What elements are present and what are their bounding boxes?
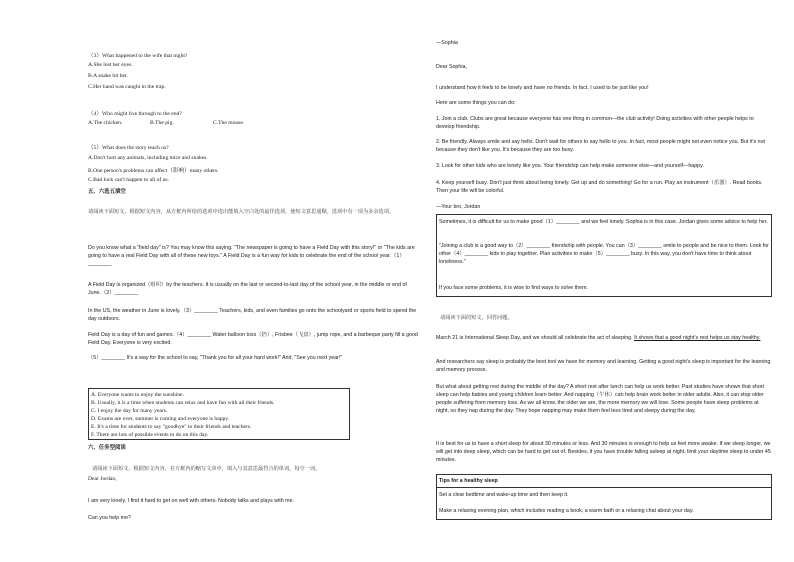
tips-divider xyxy=(437,487,771,488)
option: C.Her hand was caught in the trap. xyxy=(88,84,166,90)
reply-paragraph: 3. Look for other kids who are lonely like you. Your friendship can help make someone else—and yourself—happy. xyxy=(436,163,704,169)
reply-paragraph: 2. Be friendly. Always smile and say hello. Don't wait for others to say hello to you. In fact, most people might not even notice you. But it's not because they don't like you. It's because they are too busy. xyxy=(436,139,766,153)
passage-paragraph: Field Day is a day of fun and games.（4）________ Water balloon toss（扔）, Frisbee（飞盘）, jump rope, and a barbeque party fill a good Field Day. Everyone is very excited. xyxy=(88,332,418,346)
option: B.The pig. xyxy=(150,120,174,126)
letter-greeting: Dear Jordan, xyxy=(88,476,117,482)
option: B.One person's problems can affect（影响）many others. xyxy=(88,168,219,174)
choice-option: B. Usually, it is a time when students can relax and have fun with all their friends. xyxy=(91,400,275,406)
sleep-paragraph: But what about getting rest during the middle of the day? A short rest after lunch can help us work better. Past studies have shown that short sleep can help babies and young children learn better. And napping（午休）can help brain work better in older adults. Also, it can stop older people suffering from memory loss. As we all know, the older we are, the more memory we will lose. Some people have sleep problems at night, so they nap during the day. They hope napping may make them feel less tired and sleepy during the day. xyxy=(436,384,765,414)
option: C.Bad luck can't happen to all of us. xyxy=(88,177,170,183)
summary-box xyxy=(436,214,772,297)
letter-signature: —Sophia xyxy=(436,40,458,46)
summary-paragraph: Sometimes, it is difficult for us to make good（1）________ and we feel lonely. Sophia is in this case. Jordan gives some advice to help her. xyxy=(439,219,768,225)
question-4: （4）Who might live through to the end? xyxy=(88,111,182,117)
option: A.She lost her eyes. xyxy=(88,62,133,68)
option: A.The chicken. xyxy=(88,120,123,126)
choice-option: E. It's a time for students to say "goodbye" to their friends and teachers. xyxy=(91,424,252,430)
choice-option: A. Everyone wants to enjoy the sunshine. xyxy=(91,392,184,398)
sleep-paragraph: And researchers say sleep is probably the best tool we have for memory and learning. Getting a good night's sleep is important for the learning and memory process. xyxy=(436,359,771,373)
sleep-intro-text: March 21 is International Sleep Day, and we should all celebrate the act of sleeping. xyxy=(436,335,633,341)
section-five-instruction: 请阅读下面短文，根据短文内容，从方框内所给的选项中选出能填入空白处的最佳选项，使短文意思通顺。选项中有一项为多余选项。 xyxy=(88,209,395,215)
section-seven-instruction: 请阅读下面的短文，回答问题。 xyxy=(440,315,513,321)
reply-greeting: Dear Sophia, xyxy=(436,64,467,70)
option: B.A snake bit her. xyxy=(88,73,128,79)
summary-paragraph: If you face some problems, it is wise to find ways to solve them. xyxy=(439,285,588,291)
passage-paragraph: In the US, the weather in June is lovely.（3）________ Teachers, kids, and even families go onto the schoolyard or sports field to spend the day outdoors. xyxy=(88,308,417,322)
question-3: （3）What happened to the wife that night? xyxy=(88,53,188,59)
reply-paragraph: 1. Join a club. Clubs are great because everyone has one thing in common—the club activity! Doing activities with other people helps to develop friendship. xyxy=(436,116,754,130)
underlined-sentence: It shows that a good night's rest helps us stay healthy. xyxy=(634,335,761,341)
choice-option: F. There are lots of possible events to do on this day. xyxy=(91,432,209,438)
option: C.The mouse. xyxy=(213,120,245,126)
question-5: （5）What does the story teach us? xyxy=(88,145,169,151)
section-six-title: 六、任务型阅读 xyxy=(88,445,126,451)
sleep-paragraph xyxy=(436,334,772,342)
tip-item: Make a relaxing evening plan, which includes reading a book, a warm bath or a relaxing chat about your day. xyxy=(439,508,694,514)
reply-paragraph: I understand how it feels to be lonely and have no friends. In fact, I used to be just like you! xyxy=(436,85,649,91)
sleep-paragraph: It is best for us to have a short sleep for about 30 minutes or less. And 30 minutes is enough to help us feel more awake. If we sleep longer, we will get into deep sleep, which can be hard to get out of. Besides, if you have trouble falling asleep at night, limit your daytime sleep to under 45 minutes. xyxy=(436,441,771,463)
tip-item: Set a clear bedtime and wake-up time and then keep it. xyxy=(439,492,569,498)
reply-paragraph: Here are some things you can do: xyxy=(436,100,516,106)
reply-paragraph: 4. Keep yourself busy. Don't just think about being lonely. Get up and do something! Go for a run. Play an instrument（乐器）. Read books. Then your life will be colorful. xyxy=(436,180,763,194)
passage-paragraph: A Field Day is organized（组织）by the teachers. It is usually on the last or second-to-last day of the school year, in the middle or end of June.（2）________ xyxy=(88,282,407,296)
tips-box xyxy=(436,474,772,520)
passage-paragraph: （5）________ It's a way for the school to say, "Thank you for all your hard work!" And, "See you next year!" xyxy=(88,355,343,361)
choice-option: D. Exams are over, summer is coming and everyone is happy. xyxy=(91,416,230,422)
letter-body: Can you help me? xyxy=(88,515,131,521)
choices-box xyxy=(88,388,350,440)
section-five-title: 五、六选五填空 xyxy=(88,189,126,195)
reply-signoff: —Your bro, Jordan xyxy=(436,204,481,210)
section-six-instruction: 请阅读下面短文，根据短文内容，在方框内的缩写文章中，填入与其意思最符合的单词。每空一词。 xyxy=(92,466,321,472)
letter-body: I am very lonely. I find it hard to get on well with others. Nobody talks and plays with me. xyxy=(88,498,294,504)
tips-title: Tips for a healthy sleep xyxy=(439,478,498,484)
choice-option: C. I enjoy the day for many years. xyxy=(91,408,168,414)
summary-paragraph: "Joining a club is a good way to（2）________ friendship with people. You can（3）________ smile to people and be nice to them. Look for other（4）________ kids to play together. Plan activities to make（5）________ busy. In this way, you don't have time to think about loneliness." xyxy=(439,243,769,265)
option: A.Don't hurt any animals, including mice and snakes. xyxy=(88,155,208,161)
passage-paragraph: Do you know what a "field day" is? You may know this saying. "The newspaper is going to have a Field Day with this story!" or "The kids are going to have a real Field Day with all of these new toys." A Field Day is a fun way for kids to celebrate the end of the school year.（1）________ xyxy=(88,245,415,267)
